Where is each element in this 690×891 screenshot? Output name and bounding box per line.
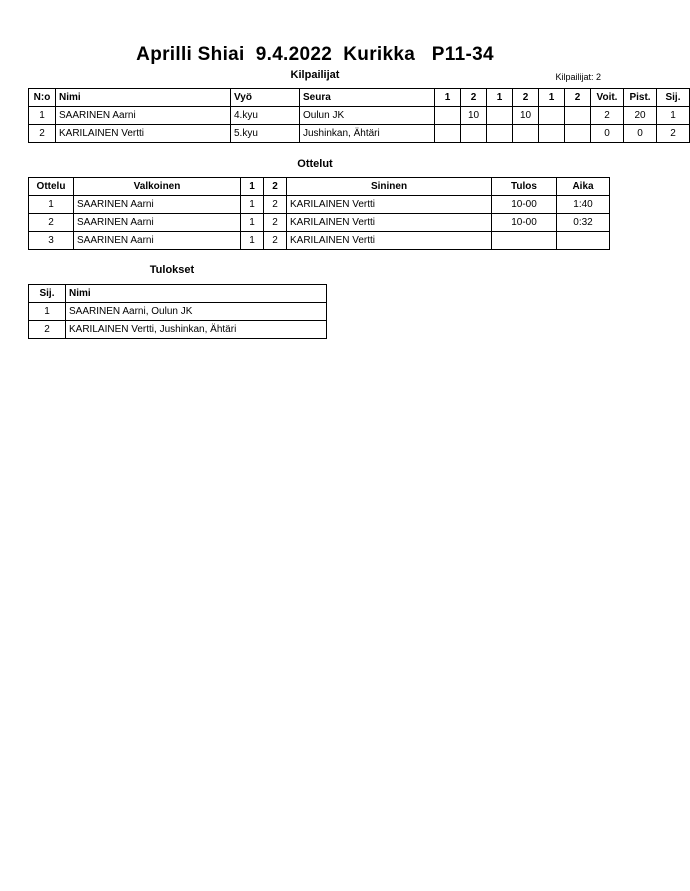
results-table [28,284,327,339]
cell-p2: 2 [264,232,287,250]
cell-belt: 4.kyu [231,107,300,125]
cell-club: Jushinkan, Ähtäri [300,125,435,143]
cell-points: 20 [624,107,657,125]
cell-time: 0:32 [557,214,610,232]
column-header-blue: Sininen [287,178,492,196]
cell-m4: 10 [513,107,539,125]
cell-m3 [487,107,513,125]
cell-match-no: 2 [29,214,74,232]
page-title: Aprilli Shiai 9.4.2022 Kurikka P11-34 [136,44,494,65]
cell-white: SAARINEN Aarni [74,232,241,250]
cell-blue: KARILAINEN Vertti [287,196,492,214]
cell-p2: 2 [264,196,287,214]
cell-m3 [487,125,513,143]
column-header-rank: Sij. [657,89,690,107]
column-header-points: Pist. [624,89,657,107]
cell-m1 [435,107,461,125]
column-header-p2: 2 [264,178,287,196]
cell-p1: 1 [241,196,264,214]
table-row [29,303,327,321]
cell-m6 [565,107,591,125]
column-header-name: Nimi [56,89,231,107]
cell-m6 [565,125,591,143]
column-header-match-no: Ottelu [29,178,74,196]
column-header-white: Valkoinen [74,178,241,196]
column-header-no: N:o [29,89,56,107]
cell-belt: 5.kyu [231,125,300,143]
column-header-belt: Vyö [231,89,300,107]
table-header-row [29,89,690,107]
cell-p2: 2 [264,214,287,232]
matches-heading: Ottelut [297,158,333,170]
cell-name: SAARINEN Aarni, Oulun JK [66,303,327,321]
cell-rank: 1 [29,303,66,321]
cell-m2 [461,125,487,143]
column-header-m6: 2 [565,89,591,107]
cell-result [492,232,557,250]
table-row [29,214,610,232]
cell-result: 10-00 [492,196,557,214]
cell-points: 0 [624,125,657,143]
cell-time [557,232,610,250]
column-header-time: Aika [557,178,610,196]
table-row [29,125,690,143]
cell-match-no: 1 [29,196,74,214]
cell-blue: KARILAINEN Vertti [287,214,492,232]
column-header-m1: 1 [435,89,461,107]
competitors-heading: Kilpailijat [290,69,340,81]
competitors-table [28,88,690,143]
cell-no: 1 [29,107,56,125]
cell-name: KARILAINEN Vertti, Jushinkan, Ähtäri [66,321,327,339]
table-row [29,321,327,339]
column-header-m5: 1 [539,89,565,107]
cell-name: KARILAINEN Vertti [56,125,231,143]
cell-white: SAARINEN Aarni [74,196,241,214]
column-header-name: Nimi [66,285,327,303]
column-header-rank: Sij. [29,285,66,303]
cell-p1: 1 [241,214,264,232]
cell-m2: 10 [461,107,487,125]
cell-result: 10-00 [492,214,557,232]
column-header-m4: 2 [513,89,539,107]
results-heading: Tulokset [149,264,195,276]
cell-wins: 2 [591,107,624,125]
table-header-row [29,285,327,303]
table-row [29,196,610,214]
cell-m5 [539,107,565,125]
table-row [29,232,610,250]
cell-no: 2 [29,125,56,143]
cell-white: SAARINEN Aarni [74,214,241,232]
cell-match-no: 3 [29,232,74,250]
cell-m1 [435,125,461,143]
cell-m5 [539,125,565,143]
column-header-result: Tulos [492,178,557,196]
cell-wins: 0 [591,125,624,143]
column-header-club: Seura [300,89,435,107]
table-header-row [29,178,610,196]
table-row [29,107,690,125]
cell-rank: 2 [29,321,66,339]
cell-rank: 1 [657,107,690,125]
cell-club: Oulun JK [300,107,435,125]
column-header-m2: 2 [461,89,487,107]
cell-m4 [513,125,539,143]
column-header-p1: 1 [241,178,264,196]
column-header-wins: Voit. [591,89,624,107]
cell-rank: 2 [657,125,690,143]
competitor-count-label: Kilpailijat: 2 [555,72,601,82]
cell-name: SAARINEN Aarni [56,107,231,125]
cell-p1: 1 [241,232,264,250]
column-header-m3: 1 [487,89,513,107]
matches-table [28,177,610,250]
cell-time: 1:40 [557,196,610,214]
cell-blue: KARILAINEN Vertti [287,232,492,250]
